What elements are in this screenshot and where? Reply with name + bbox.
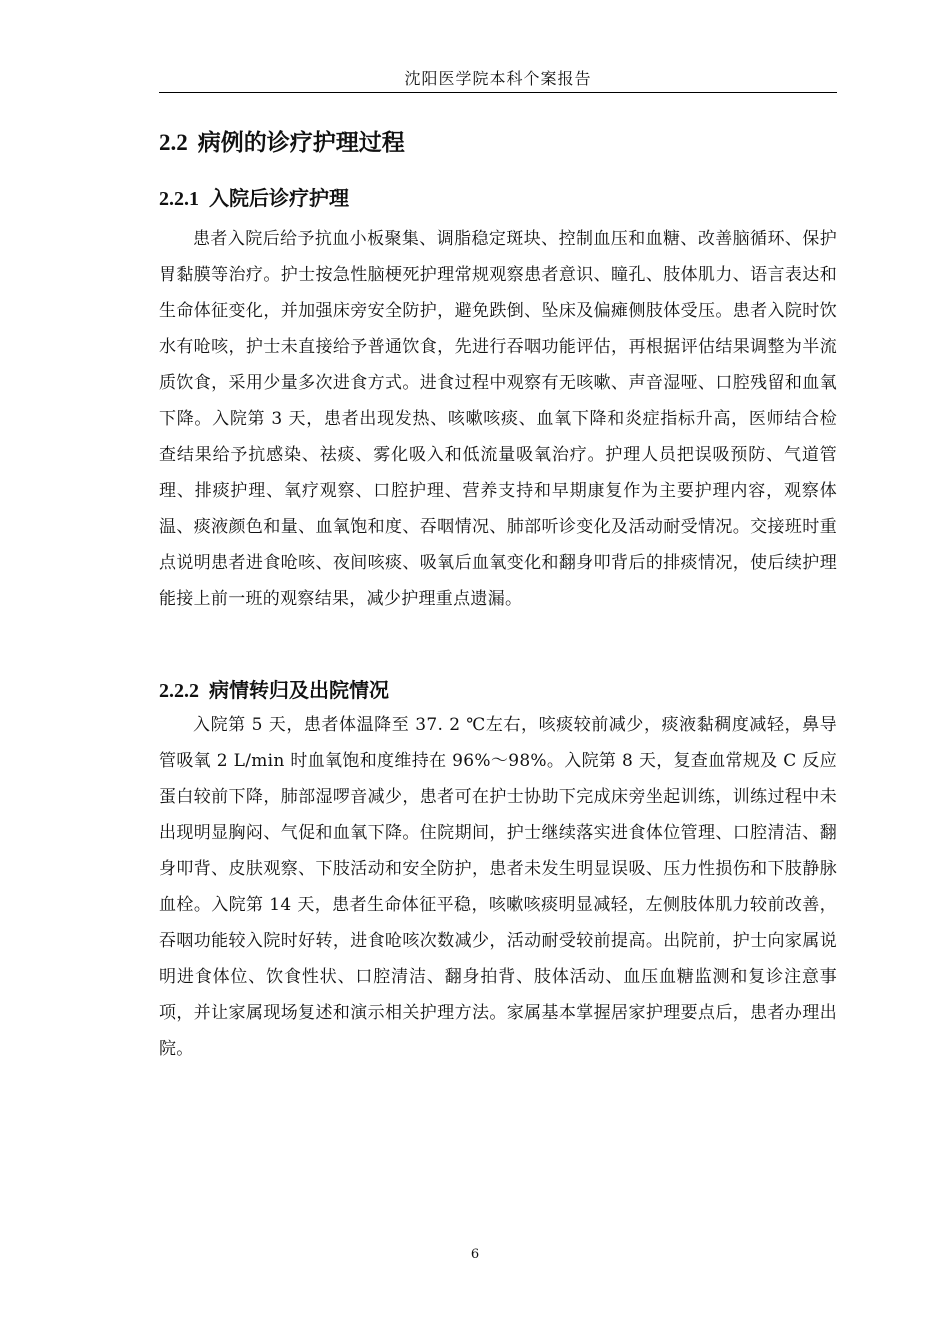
- section-heading: [159, 124, 405, 157]
- body-paragraph-outcome-discharge: 入院第 5 天，患者体温降至 37. 2 ℃左右，咳痰较前减少，痰液黏稠度减轻，鼻导管吸氧 2 L/min 时血氧饱和度维持在 96%～98%。入院第 8 天，复查血常规及 C 反应蛋白较前下降，肺部湿啰音减少，患者可在护士协助下完成床旁坐起训练，训练过程中未出现明显胸闷、气促和血氧下降。住院期间，护士继续落实进食体位管理、口腔清洁、翻身叩背、皮肤观察、下肢活动和安全防护，患者未发生明显误吸、压力性损伤和下肢静脉血栓。入院第 14 天，患者生命体征平稳，咳嗽咳痰明显减轻，左侧肢体肌力较前改善，吞咽功能较入院时好转，进食呛咳次数减少，活动耐受较前提高。出院前，护士向家属说明进食体位、饮食性状、口腔清洁、翻身拍背、肢体活动、血压血糖监测和复诊注意事项，并让家属现场复述和演示相关护理方法。家属基本掌握居家护理要点后，患者办理出院。: [159, 715, 837, 1059]
- header-rule: [159, 92, 837, 93]
- body-paragraph-admission-care: 患者入院后给予抗血小板聚集、调脂稳定斑块、控制血压和血糖、改善脑循环、保护胃黏膜等治疗。护士按急性脑梗死护理常规观察患者意识、瞳孔、肢体肌力、语言表达和生命体征变化，并加强床旁安全防护，避免跌倒、坠床及偏瘫侧肢体受压。患者入院时饮水有呛咳，护士未直接给予普通饮食，先进行吞咽功能评估，再根据评估结果调整为半流质饮食，采用少量多次进食方式。进食过程中观察有无咳嗽、声音湿哑、口腔残留和血氧下降。入院第 3 天，患者出现发热、咳嗽咳痰、血氧下降和炎症指标升高，医师结合检查结果给予抗感染、祛痰、雾化吸入和低流量吸氧治疗。护理人员把误吸预防、气道管理、排痰护理、氧疗观察、口腔护理、营养支持和早期康复作为主要护理内容，观察体温、痰液颜色和量、血氧饱和度、吞咽情况、肺部听诊变化及活动耐受情况。交接班时重点说明患者进食呛咳、夜间咳痰、吸氧后血氧变化和翻身叩背后的排痰情况，使后续护理能接上前一班的观察结果，减少护理重点遗漏。: [159, 229, 837, 609]
- subsection-number: 2.2.2: [159, 680, 199, 702]
- subsection-title: 入院后诊疗护理: [209, 186, 349, 210]
- subsection-number: 2.2.1: [159, 188, 199, 210]
- subsection-heading-2: [159, 674, 389, 703]
- subsection-title: 病情转归及出院情况: [209, 678, 389, 702]
- page-number: 6: [470, 1247, 480, 1262]
- section-title: 病例的诊疗护理过程: [197, 130, 405, 156]
- running-header: 沈阳医学院本科个案报告: [404, 69, 592, 88]
- subsection-heading-1: [159, 182, 349, 211]
- section-number: 2.2: [159, 130, 188, 155]
